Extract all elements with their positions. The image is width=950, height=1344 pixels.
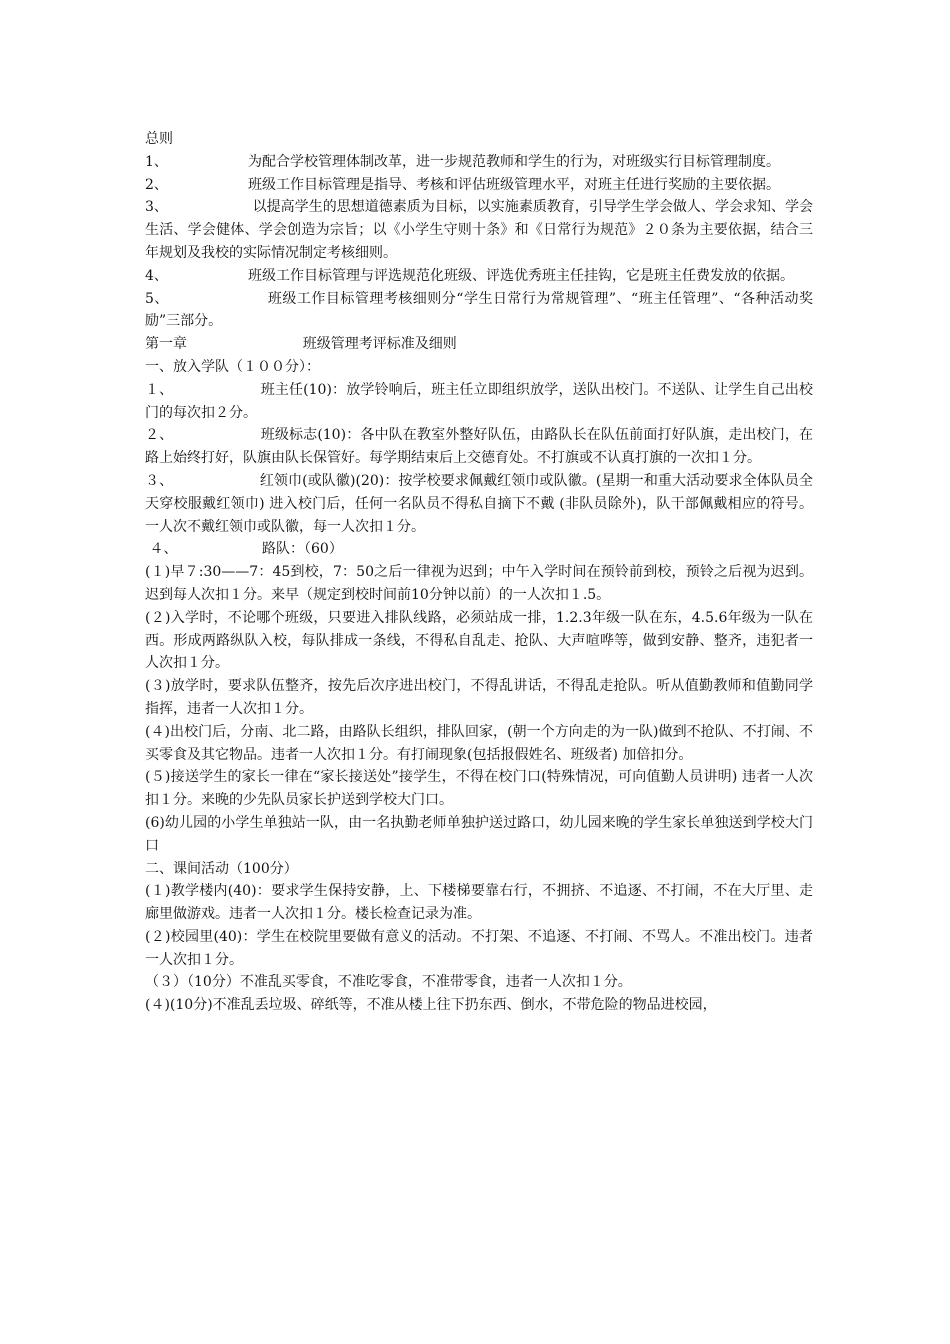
- document-body: [145, 128, 813, 1017]
- section-title: 总则: [145, 131, 173, 147]
- clause-text: 班级工作目标管理考核细则分“学生日常行为常规管理”、“班主任管理”、“各种活动奖励”三部分。: [145, 290, 813, 330]
- item-text: 班级标志(10)：各中队在教室外整好队伍，由路队长在队伍前面打好队旗，走出校门，在路上始终打好，队旗由队长保管好。每学期结束后上交德育处。不打旗或不认真打旗的一次扣１分。: [145, 427, 813, 467]
- clause-text: 为配合学校管理体制改革，进一步规范教师和学生的行为，对班级实行目标管理制度。: [248, 153, 781, 170]
- part1-rule-6: (6)幼儿园的小学生单独站一队，由一名执勤老师单独护送过路口，幼儿园来晚的学生家长单独送到学校大门口: [145, 814, 813, 854]
- part2-rule-3: （３）（10分）不准乱买零食，不准吃零食，不准带零食，违者一人次扣１分。: [145, 974, 632, 991]
- item-number: １、: [145, 381, 174, 398]
- part1-item-3: [145, 470, 813, 538]
- clause-number: 5、: [145, 290, 169, 307]
- part1-rule-3: (３)放学时，要求队伍整齐，按先后次序进出校门，不得乱讲话，不得乱走抢队。听从值勤教师和值勤同学指挥，违者一人次扣１分。: [145, 678, 813, 717]
- item-text: 路队：（60）: [262, 541, 343, 558]
- part2-rule-1: (１)教学楼内(40)：要求学生保持安静，上、下楼梯要靠右行，不拥挤、不追逐、不打闹，不在大厅里、走廊里做游戏。违者一人次扣１分。楼长检查记录为准。: [145, 883, 813, 923]
- chapter-label: 第一章: [145, 336, 187, 353]
- part1-rule-1: (１)早７:30——7：45到校，7：50之后一律视为迟到；中午入学时间在预铃前到校，预铃之后视为迟到。迟到每人次扣１分。来早（规定到校时间前10分钟以前）的一人次扣１.5。: [145, 564, 813, 603]
- part1-item-1: [145, 379, 813, 425]
- general-clause-4: [145, 265, 813, 288]
- clause-number: 2、: [145, 176, 168, 193]
- part1-rule-5: (５)接送学生的家长一律在“家长接送处”接学生，不得在校门口(特殊情况，可向值勤人员讲明) 违者一人次扣１分。来晚的少先队员家长护送到学校大门口。: [145, 769, 813, 809]
- general-clause-5: [145, 288, 813, 334]
- general-clause-1: [145, 151, 813, 174]
- part1-item-4: [145, 538, 813, 561]
- general-clause-3: [145, 196, 813, 264]
- part2-rule-2: (２)校园里(40)：学生在校院里要做有意义的活动。不打架、不追逐、不打闹、不骂人。不准出校门。违者一人次扣１分。: [145, 928, 813, 968]
- part1-item-2: [145, 424, 813, 470]
- item-text: 红领巾(或队徽)(20)：按学校要求佩戴红领巾或队徽。(星期一和重大活动要求全体队员全天穿校服戴红领巾) 进入校门后，任何一名队员不得私自摘下不戴 (非队员除外)，队干部佩戴相应的符号。一人次不戴红领巾或队徽，每一人次扣１分。: [145, 472, 814, 535]
- part2-title: 二、课间活动（100分）: [145, 860, 298, 877]
- item-number: ３、: [145, 472, 174, 489]
- chapter-heading: [145, 333, 813, 356]
- clause-number: 4、: [145, 267, 168, 284]
- part2-rule-4: (４)(10分)不准乱丢垃圾、碎纸等，不准从楼上往下扔东西、倒水，不带危险的物品进校园，: [145, 997, 717, 1014]
- clause-text: 班级工作目标管理是指导、考核和评估班级管理水平，对班主任进行奖励的主要依据。: [248, 176, 781, 193]
- clause-text: 以提高学生的思想道德素质为目标，以实施素质教育，引导学生学会做人、学会求知、学会生活、学会健体、学会创造为宗旨；以《小学生守则十条》和《日常行为规范》２０条为主要依据，结合三年规划及我校的实际情况制定考核细则。: [145, 199, 813, 261]
- chapter-title: 班级管理考评标准及细则: [302, 336, 457, 353]
- part1-title: 一、放入学队（１００分）：: [145, 358, 320, 375]
- clause-number: 3、: [145, 199, 168, 216]
- item-number: ４、: [149, 541, 178, 558]
- clause-text: 班级工作目标管理与评选规范化班级、评选优秀班主任挂钩，它是班主任费发放的依据。: [248, 267, 795, 284]
- item-text: 班主任(10)：放学铃响后，班主任立即组织放学，送队出校门。不送队、让学生自己出校门的每次扣２分。: [145, 381, 813, 421]
- clause-number: 1、: [145, 153, 168, 170]
- general-clause-2: [145, 174, 813, 197]
- part1-rule-4: (４)出校门后，分南、北二路，由路队长组织，排队回家，(朝一个方向走的为一队)做到不抢队、不打闹、不买零食及其它物品。违者一人次扣１分。有打闹现象(包括报假姓名、班级者) 加倍扣分。: [145, 723, 813, 763]
- part1-rule-2: (２)入学时，不论哪个班级，只要进入排队线路，必须站成一排，1.2.3年级一队在东，4.5.6年级为一队在西。形成两路纵队入校，每队排成一条线，不得私自乱走、抢队、大声喧哗等，做到安静、整齐，违犯者一人次扣１分。: [145, 609, 813, 672]
- item-number: ２、: [145, 427, 174, 444]
